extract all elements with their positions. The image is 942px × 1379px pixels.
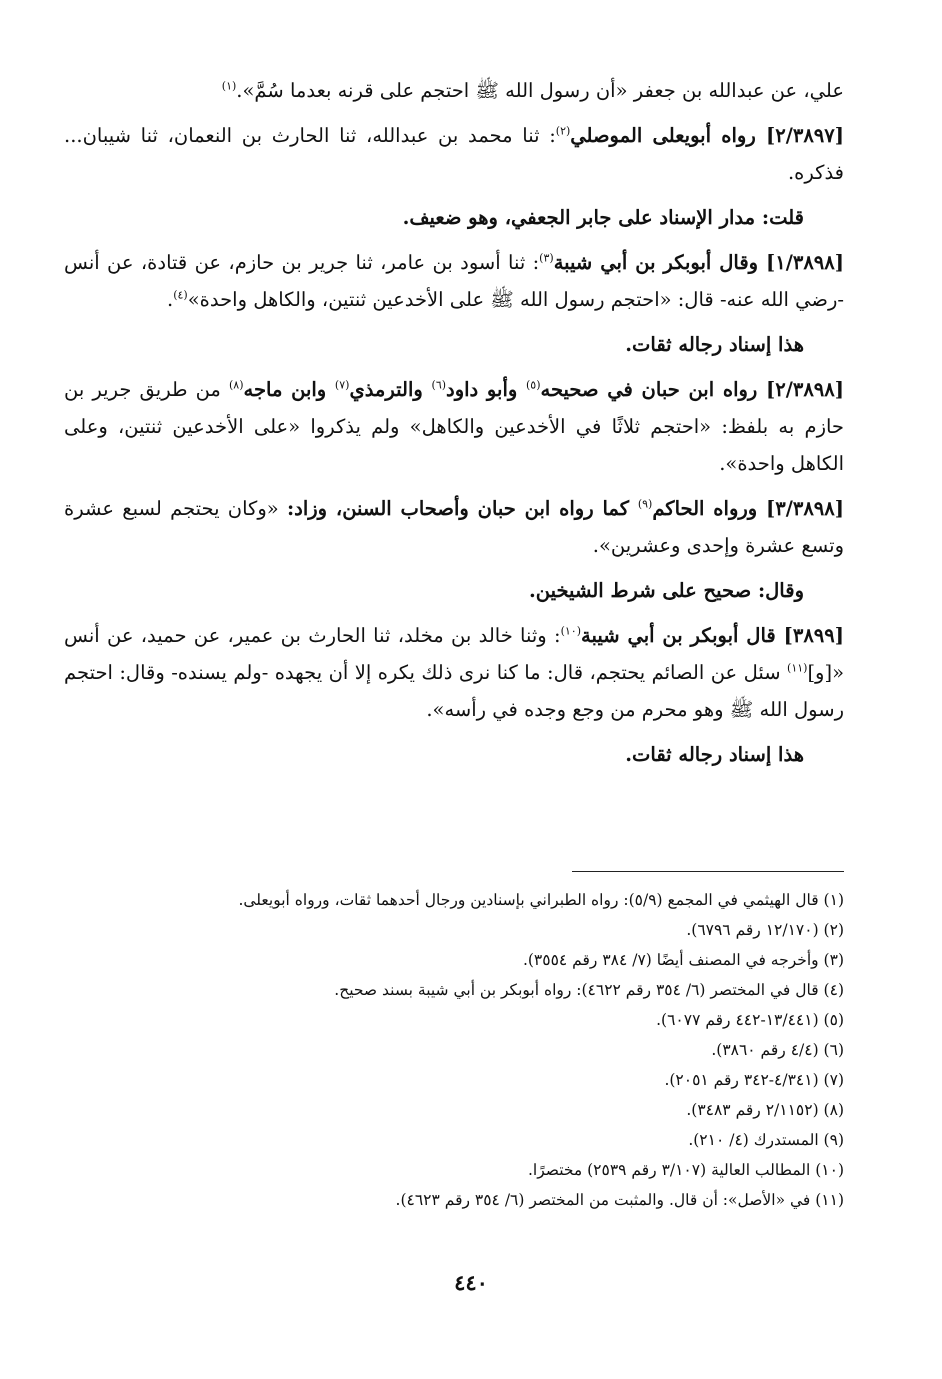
hadith-3898-1-end: . <box>167 288 174 311</box>
footnote-ref-8: (٨) <box>228 378 244 392</box>
paragraph-1 <box>64 72 844 109</box>
footnote-8: (٨) (٢/١١٥٢ رقم ٣٤٨٣). <box>686 1101 844 1119</box>
footnote-ref-6: (٦) <box>431 378 447 392</box>
footnote-11: (١١) في «الأصل»: أن قال. والمثبت من المختصر (٦/ ٣٥٤ رقم ٤٦٢٣). <box>395 1191 844 1209</box>
hakim-comment: وقال: صحيح على شرط الشيخين. <box>528 579 804 602</box>
footnote-9: (٩) المستدرك (٤/ ٢١٠). <box>688 1131 844 1149</box>
footnote-ref-4: (٤) <box>173 288 188 302</box>
hadith-3898-1-text: : ثنا أسود بن عامر، ثنا جرير بن حازم، عن قتادة، عن أنس -رضي الله عنه- قال: «احتجم رسول الله ﷺ على الأخدعين ثنتين، والكاهل واحدة» <box>64 251 844 311</box>
hadith-3898-3-bold: كما رواه ابن حبان وأصحاب السنن، وزاد: <box>286 497 638 520</box>
footnote-ref-11: (١١) <box>787 661 808 675</box>
abu-dawud-ref: وأبو داود <box>446 378 526 401</box>
footnotes <box>64 885 844 1215</box>
grading-1: هذا إسناد رجاله ثقات. <box>625 333 804 356</box>
hadith-3898-3 <box>64 490 844 564</box>
footnote-5: (٥) (١٣/٤٤١-٤٤٢ رقم ٦٠٧٧). <box>656 1011 844 1029</box>
hadith-3898-2 <box>64 371 844 482</box>
hadith-3898-3-ref: [٣/٣٨٩٨] ورواه الحاكم <box>652 497 844 520</box>
hadith-3898-2-text: من طريق جرير بن حازم به بلفظ: «احتجم ثلاثًا في الأخدعين والكاهل» ولم يذكروا «على الأخدعين ثنتين، وعلى الكاهل واحدة». <box>64 378 844 475</box>
hadith-3898-1 <box>64 244 844 318</box>
hadith-3899-text-2: سئل عن الصائم يحتجم، قال: ما كنا نرى ذلك يكره إلا أن يجهده -ولم يسنده- وقال: احتجم رسول الله ﷺ وهو محرم من وجع وجده في رأسه». <box>64 661 844 721</box>
hadith-3898-2-ref: [٢/٣٨٩٨] رواه ابن حبان في صحيحه <box>540 378 844 401</box>
grading-2: هذا إسناد رجاله ثقات. <box>625 743 804 766</box>
footnote-ref-3: (٣) <box>539 251 554 265</box>
footnote-ref-9: (٩) <box>637 497 653 511</box>
footnote-ref-1: (١) <box>221 79 237 93</box>
footnote-2: (٢) (١٢/١٧٠ رقم ٦٧٩٦). <box>686 921 844 939</box>
footnote-divider <box>572 871 844 872</box>
footnote-1: (١) قال الهيثمي في المجمع (٥/٩): رواه الطبراني بإسنادين ورجال أحدهما ثقات، ورواه أبويعلى. <box>238 891 844 909</box>
hadith-3899-text-1: : وثنا خالد بن مخلد، ثنا الحارث بن عمير، عن حميد، عن أنس «[و] <box>64 624 844 684</box>
page-number: ٤٤٠ <box>454 1270 488 1295</box>
hadith-3899-ref: [٣٨٩٩] قال أبوبكر بن أبي شيبة <box>581 624 844 647</box>
hadith-3898-3-text: «وكان يحتجم لسبع عشرة وتسع عشرة وإحدى وعشرين». <box>64 497 844 557</box>
footnote-7: (٧) (٤/٣٤١-٣٤٢ رقم ٢٠٥١). <box>664 1071 844 1089</box>
footnote-ref-2: (٢) <box>555 124 571 138</box>
footnote-3: (٣) وأخرجه في المصنف أيضًا (٧/ ٣٨٤ رقم ٣٥٥٤). <box>522 951 844 969</box>
comment-1: قلت: مدار الإسناد على جابر الجعفي، وهو ضعيف. <box>402 206 804 229</box>
main-text <box>64 72 844 781</box>
footnote-10: (١٠) المطالب العالية (٣/١٠٧ رقم ٢٥٣٩) مختصرًا. <box>527 1161 844 1179</box>
hadith-3898-1-ref: [١/٣٨٩٨] وقال أبوبكر بن أبي شيبة <box>553 251 844 274</box>
footnote-ref-7: (٧) <box>334 378 350 392</box>
footnote-ref-5: (٥) <box>525 378 541 392</box>
paragraph-1-text: علي، عن عبدالله بن جعفر «أن رسول الله ﷺ احتجم على قرنه بعدما سُمَّ». <box>236 79 844 102</box>
ibn-majah-ref: وابن ماجه <box>243 378 335 401</box>
hadith-3897-2-ref: [٢/٣٨٩٧] رواه أبويعلى الموصلي <box>570 124 844 147</box>
hadith-3897-2 <box>64 117 844 191</box>
footnote-4: (٤) قال في المختصر (٦/ ٣٥٤ رقم ٤٦٢٢): رواه أبوبكر بن أبي شيبة بسند صحيح. <box>334 981 844 999</box>
footnote-6: (٦) (٤/٤ رقم ٣٨٦٠). <box>711 1041 844 1059</box>
footnote-ref-10: (١٠) <box>560 624 581 638</box>
hadith-3899 <box>64 617 844 728</box>
tirmidhi-ref: والترمذي <box>349 378 432 401</box>
hadith-3897-2-text: : ثنا محمد بن عبدالله، ثنا الحارث بن النعمان، ثنا شيبان... فذكره. <box>64 124 844 184</box>
